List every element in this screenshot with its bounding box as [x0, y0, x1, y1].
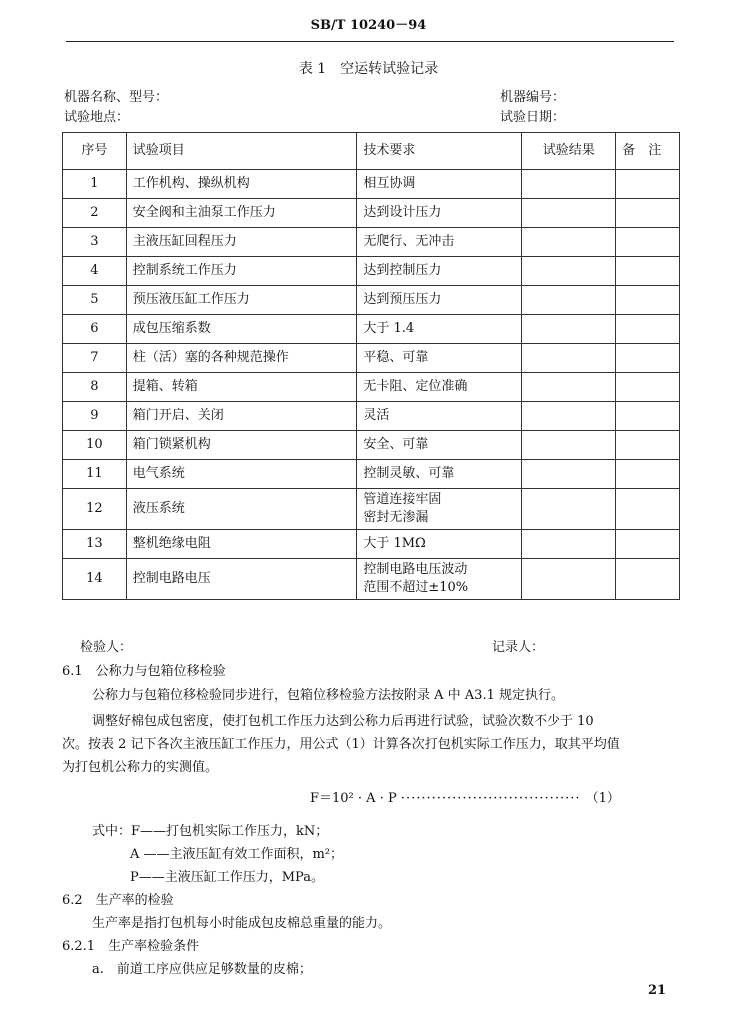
standard-code: SB/T 10240－94 — [310, 18, 427, 33]
cell-result — [522, 228, 616, 257]
cell-result — [522, 199, 616, 228]
cell-remark — [616, 257, 680, 286]
cell-remark — [616, 373, 680, 402]
cell-requirement-line: 控制电路电压波动 — [363, 562, 468, 577]
table-row — [63, 199, 680, 228]
cell-requirement: 达到设计压力 — [357, 199, 522, 228]
cell-result — [522, 402, 616, 431]
cell-remark — [616, 431, 680, 460]
cell-item: 箱门锁紧机构 — [126, 431, 357, 460]
cell-no: 14 — [63, 559, 127, 600]
table-title: 表 1 空运转试验记录 — [298, 61, 439, 77]
cell-result — [522, 530, 616, 559]
cell-no: 5 — [63, 286, 127, 315]
cell-item: 电气系统 — [126, 460, 357, 489]
cell-item: 整机绝缘电阻 — [126, 530, 357, 559]
cell-result — [522, 286, 616, 315]
cell-no: 8 — [63, 373, 127, 402]
cell-no: 4 — [63, 257, 127, 286]
cell-item: 控制电路电压 — [126, 559, 357, 600]
table-row — [63, 170, 680, 199]
section-6-1-paragraph-2-line-2: 次。按表 2 记下各次主液压缸工作压力，用公式（1）计算各次打包机实际工作压力，取其平均值 — [62, 737, 620, 752]
section-6-2-paragraph-1: 生产率是指打包机每小时能成包皮棉总重量的能力。 — [92, 916, 392, 931]
cell-no: 7 — [63, 344, 127, 373]
cell-item: 预压液压缸工作压力 — [126, 286, 357, 315]
cell-requirement — [357, 559, 522, 600]
cell-requirement: 灵活 — [357, 402, 522, 431]
cell-result — [522, 373, 616, 402]
cell-requirement: 控制灵敏、可靠 — [357, 460, 522, 489]
cell-item: 成包压缩系数 — [126, 315, 357, 344]
meta-location: 试验地点： — [64, 110, 130, 125]
cell-no: 1 — [63, 170, 127, 199]
cell-remark — [616, 170, 680, 199]
cell-no: 9 — [63, 402, 127, 431]
table-row — [63, 344, 680, 373]
cell-remark — [616, 344, 680, 373]
cell-result — [522, 170, 616, 199]
formula-number: （1） — [585, 791, 620, 806]
cell-result — [522, 460, 616, 489]
section-6-1-paragraph-1: 公称力与包箱位移检验同步进行，包箱位移检验方法按附录 A 中 A3.1 规定执行。 — [92, 688, 564, 703]
col-header-remark: 备 注 — [616, 133, 680, 170]
table-row — [63, 315, 680, 344]
table-row — [63, 530, 680, 559]
inspector-label: 检验人： — [80, 640, 133, 655]
cell-no: 11 — [63, 460, 127, 489]
cell-item: 柱（活）塞的各种规范操作 — [126, 344, 357, 373]
section-6-2-1-item-a: a. 前道工序应供应足够数量的皮棉； — [92, 962, 312, 977]
cell-result — [522, 315, 616, 344]
table-row — [63, 286, 680, 315]
section-6-1-heading: 6.1 公称力与包箱位移检验 — [62, 664, 226, 679]
cell-item: 主液压缸回程压力 — [126, 228, 357, 257]
cell-requirement: 平稳、可靠 — [357, 344, 522, 373]
cell-result — [522, 559, 616, 600]
col-header-result: 试验结果 — [522, 133, 616, 170]
cell-requirement: 大于 1MΩ — [357, 530, 522, 559]
header-rule — [66, 41, 674, 42]
cell-no: 6 — [63, 315, 127, 344]
where-F: 式中：F——打包机实际工作压力，kN； — [92, 824, 329, 839]
meta-machine-number: 机器编号： — [500, 90, 566, 105]
cell-item: 工作机构、操纵机构 — [126, 170, 357, 199]
test-record-table — [62, 132, 680, 600]
cell-requirement: 无卡阻、定位准确 — [357, 373, 522, 402]
col-header-item: 试验项目 — [126, 133, 357, 170]
section-6-1-paragraph-2-line-1: 调整好棉包成包密度，使打包机工作压力达到公称力后再进行试验，试验次数不少于 10 — [92, 714, 594, 729]
section-6-1-paragraph-2-line-3: 为打包机公称力的实测值。 — [62, 760, 219, 775]
cell-remark — [616, 559, 680, 600]
cell-no: 2 — [63, 199, 127, 228]
table-row — [63, 431, 680, 460]
cell-requirement-line: 密封无渗漏 — [363, 510, 429, 525]
table-row — [63, 228, 680, 257]
meta-date: 试验日期： — [500, 110, 566, 125]
cell-remark — [616, 228, 680, 257]
cell-requirement-line: 管道连接牢固 — [363, 492, 442, 507]
cell-item: 箱门开启、关闭 — [126, 402, 357, 431]
cell-result — [522, 257, 616, 286]
section-6-2-1-heading: 6.2.1 生产率检验条件 — [62, 939, 200, 954]
table-row — [63, 257, 680, 286]
cell-item: 安全阀和主油泵工作压力 — [126, 199, 357, 228]
cell-requirement — [357, 489, 522, 530]
cell-requirement: 大于 1.4 — [357, 315, 522, 344]
cell-requirement: 达到控制压力 — [357, 257, 522, 286]
cell-remark — [616, 489, 680, 530]
cell-result — [522, 431, 616, 460]
cell-no: 3 — [63, 228, 127, 257]
cell-no: 10 — [63, 431, 127, 460]
cell-remark — [616, 402, 680, 431]
table-row — [63, 402, 680, 431]
cell-remark — [616, 530, 680, 559]
page-number: 21 — [648, 983, 667, 998]
cell-remark — [616, 315, 680, 344]
cell-requirement: 达到预压压力 — [357, 286, 522, 315]
cell-item: 控制系统工作压力 — [126, 257, 357, 286]
col-header-requirement: 技术要求 — [357, 133, 522, 170]
cell-requirement: 安全、可靠 — [357, 431, 522, 460]
cell-remark — [616, 286, 680, 315]
cell-requirement: 相互协调 — [357, 170, 522, 199]
table-row — [63, 373, 680, 402]
col-header-no: 序号 — [63, 133, 127, 170]
cell-requirement: 无爬行、无冲击 — [357, 228, 522, 257]
cell-requirement-line: 范围不超过±10% — [363, 580, 469, 595]
cell-no: 13 — [63, 530, 127, 559]
cell-result — [522, 344, 616, 373]
meta-machine-name: 机器名称、型号： — [64, 90, 169, 105]
cell-result — [522, 489, 616, 530]
table-row — [63, 559, 680, 600]
where-P: P——主液压缸工作压力，MPa。 — [130, 870, 324, 885]
formula-leader: ··································· — [400, 791, 586, 806]
formula: F＝10² · A · P — [310, 791, 397, 806]
cell-remark — [616, 460, 680, 489]
recorder-label: 记录人： — [492, 640, 545, 655]
section-6-2-heading: 6.2 生产率的检验 — [62, 893, 174, 908]
formula-line — [310, 787, 680, 806]
table-header-row — [63, 133, 680, 170]
table-row — [63, 489, 680, 530]
cell-item: 液压系统 — [126, 489, 357, 530]
where-A: A ——主液压缸有效工作面积，m²； — [130, 847, 344, 862]
cell-item: 提箱、转箱 — [126, 373, 357, 402]
cell-remark — [616, 199, 680, 228]
cell-no: 12 — [63, 489, 127, 530]
table-row — [63, 460, 680, 489]
